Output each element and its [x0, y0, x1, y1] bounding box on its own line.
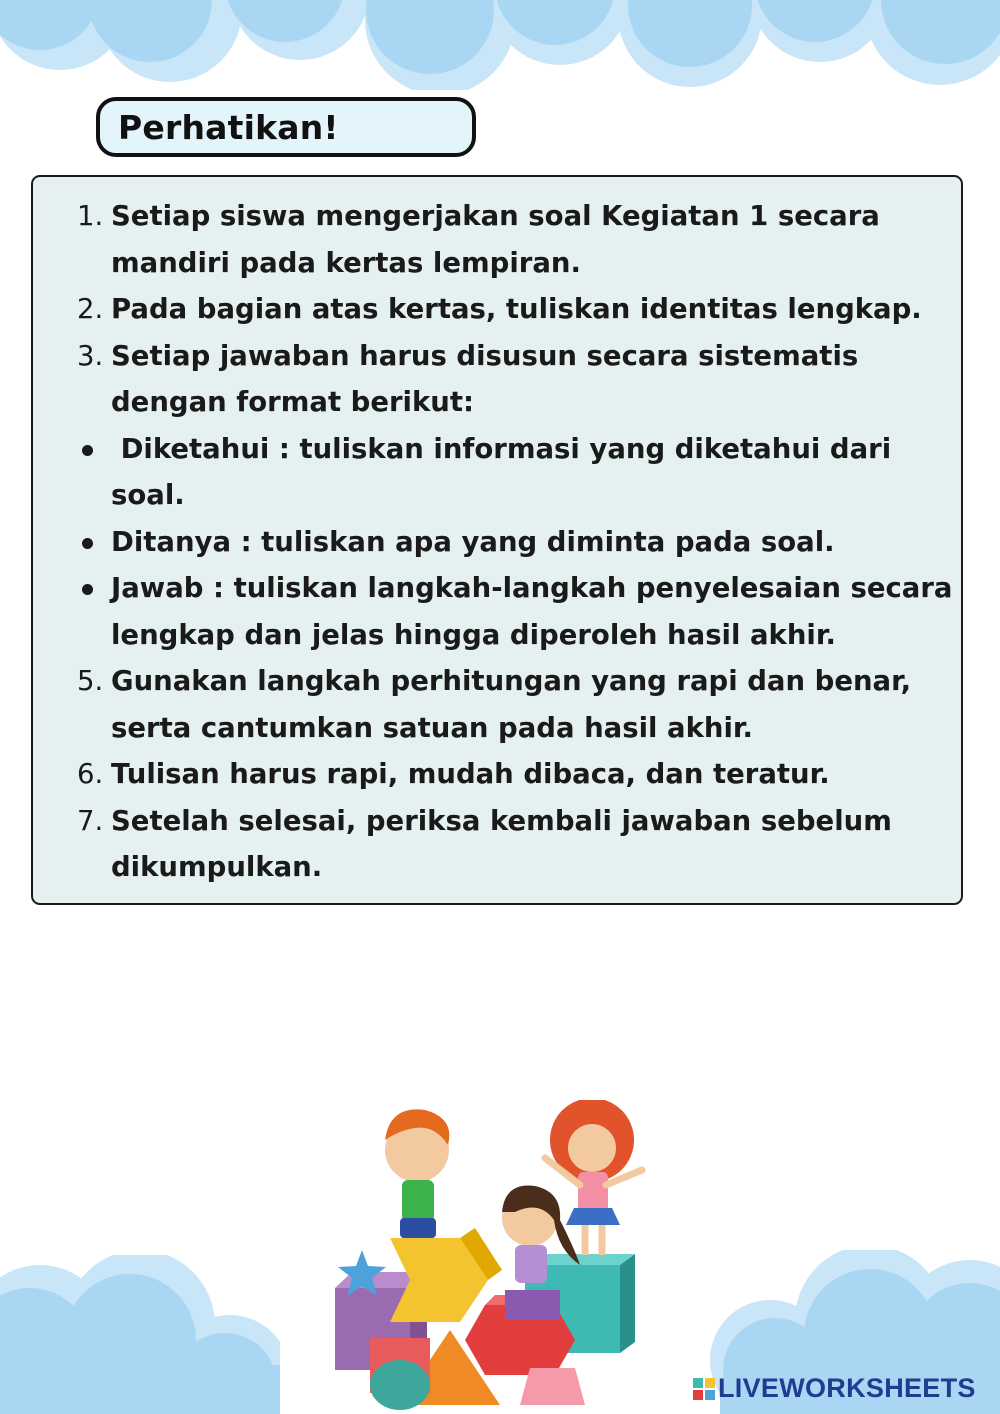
bullet-icon: [82, 584, 93, 595]
instruction-item: [77, 193, 957, 286]
instruction-text: Setelah selesai, periksa kembali jawaban sebelum dikumpulkan.: [111, 804, 902, 883]
children-shapes-illustration: [330, 1100, 660, 1414]
instructions-list: [77, 193, 963, 891]
instruction-number: 1.: [77, 200, 104, 232]
instruction-number: 3.: [77, 339, 104, 372]
instruction-text: Setiap siswa mengerjakan soal Kegiatan 1 secara mandiri pada kertas lempiran.: [111, 200, 890, 279]
instruction-text: Setiap jawaban harus disusun secara sistematis dengan format berikut:: [111, 339, 868, 418]
instruction-item: [77, 565, 963, 658]
instruction-item: [77, 751, 957, 798]
instruction-number: 6.: [77, 758, 104, 790]
title-box: [96, 97, 476, 157]
instruction-number: 5.: [77, 665, 104, 697]
liveworksheets-logo-icon: [693, 1378, 715, 1400]
instruction-text: Gunakan langkah perhitungan yang rapi dan benar, serta cantumkan satuan pada hasil akhir.: [111, 665, 921, 744]
instruction-number: 7.: [77, 804, 104, 837]
instruction-text: Ditanya : tuliskan apa yang diminta pada soal.: [111, 525, 835, 558]
instruction-text: Diketahui : tuliskan informasi yang diketahui dari soal.: [111, 432, 901, 511]
instruction-item: [77, 426, 957, 519]
instruction-item: [77, 286, 957, 333]
instruction-item: [77, 658, 957, 751]
instruction-item: [77, 519, 957, 566]
instruction-text: Pada bagian atas kertas, tuliskan identitas lengkap.: [111, 293, 922, 325]
brand-name: LIVEWORKSHEETS: [718, 1373, 976, 1403]
instruction-number: 2.: [77, 293, 104, 325]
bullet-icon: [82, 538, 93, 549]
page-title: Perhatikan!: [118, 107, 339, 147]
brand-logo: [693, 1373, 976, 1404]
instruction-item: [77, 798, 957, 891]
clouds-top-decoration: [0, 0, 1000, 90]
instruction-item: [77, 333, 957, 426]
instructions-box: [31, 175, 963, 905]
clouds-bottom-left-decoration: [0, 1255, 280, 1414]
instruction-text: Tulisan harus rapi, mudah dibaca, dan teratur.: [111, 758, 830, 790]
bullet-icon: [82, 445, 93, 456]
instruction-text: Jawab : tuliskan langkah-langkah penyelesaian secara lengkap dan jelas hingga diperoleh hasil akhir.: [111, 572, 963, 651]
